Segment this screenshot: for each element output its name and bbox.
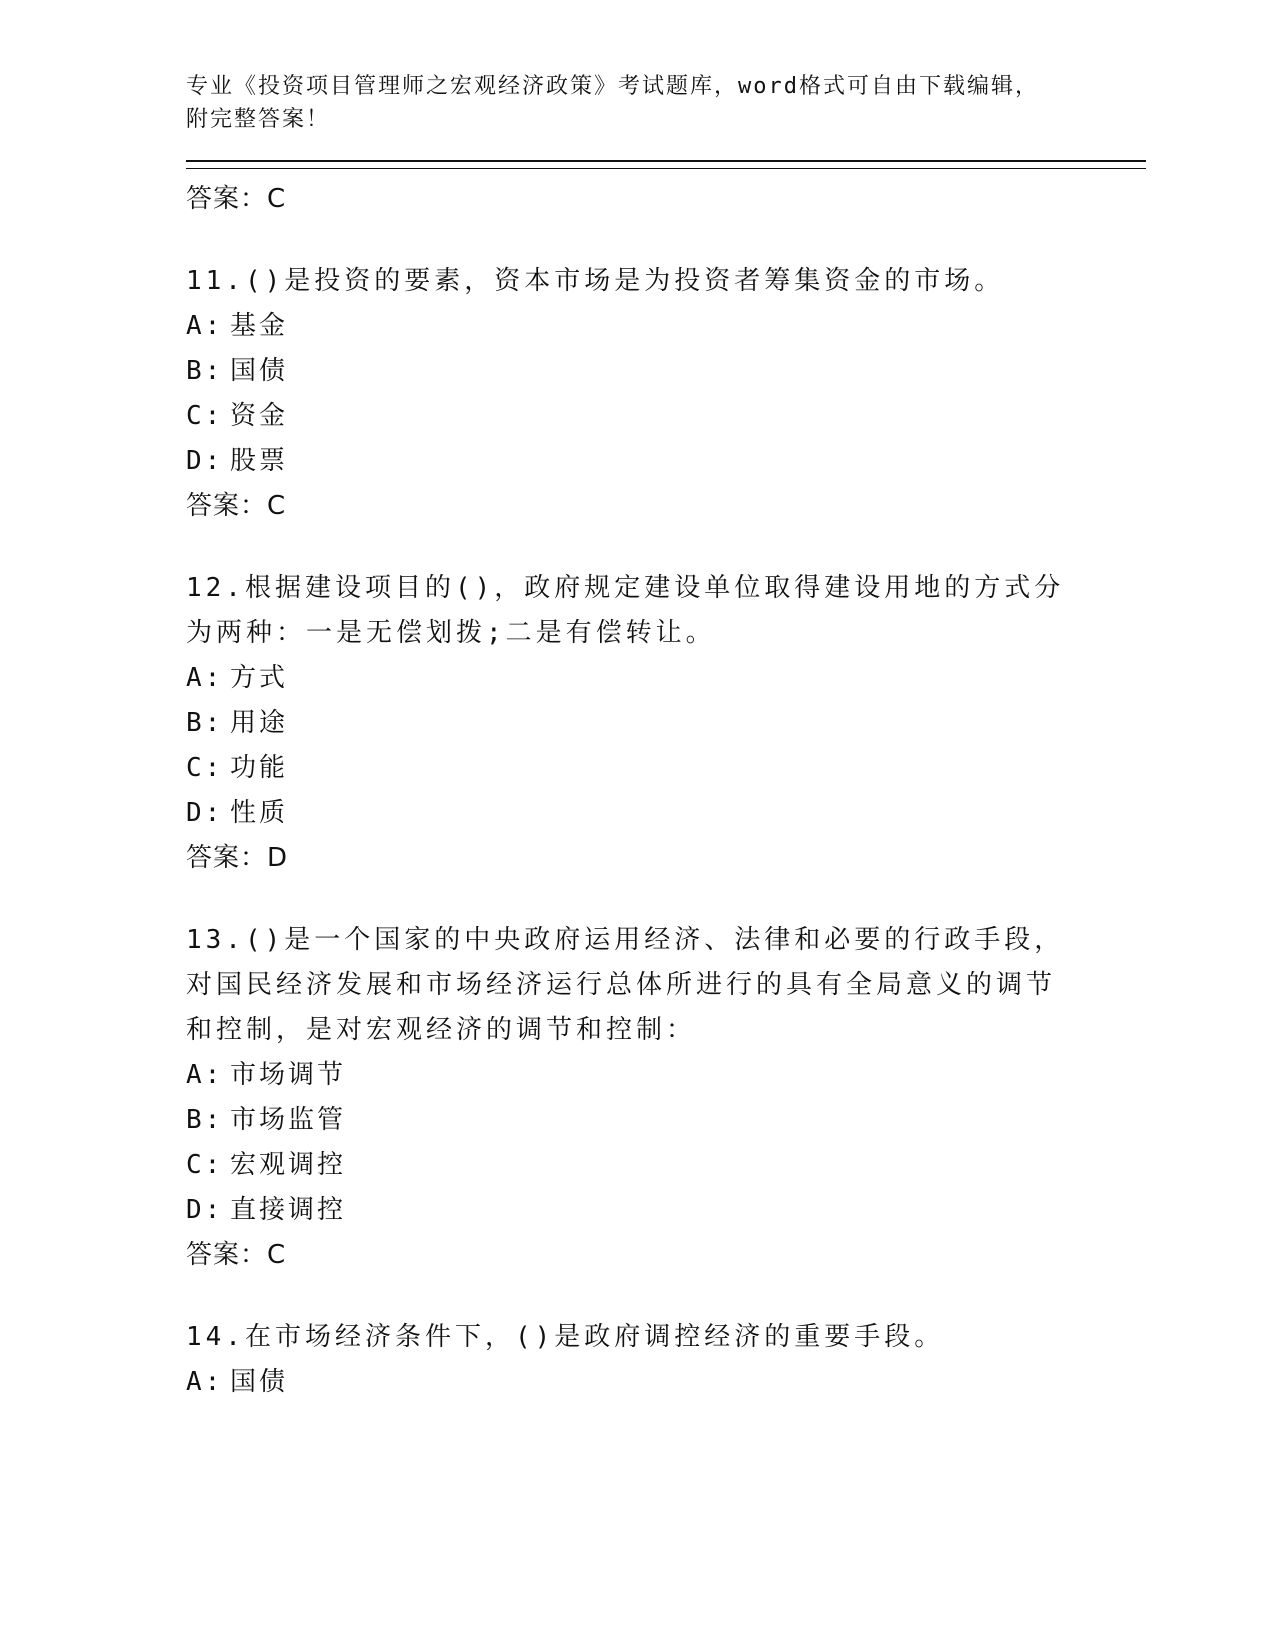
option-key: B: [186,708,224,738]
option-a [186,1360,1146,1405]
option-a [186,1053,1146,1098]
answer-line: 答案：C [186,184,287,214]
option-value: 资金 [230,401,289,431]
option-key: D: [186,798,224,828]
option-value: 基金 [230,311,289,341]
question-13 [186,918,1146,1277]
option-value: 国债 [230,1367,289,1397]
question-text: 13.()是一个国家的中央政府运用经济、法律和必要的行政手段，对国民经济发展和市场经济运行总体所进行的具有全局意义的调节和控制，是对宏观经济的调节和控制： [186,925,1065,1045]
answer-line: 答案：C [186,491,287,521]
option-b [186,1098,1146,1143]
option-key: D: [186,446,224,476]
question-text: 14.在市场经济条件下，()是政府调控经济的重要手段。 [186,1322,945,1352]
option-value: 性质 [230,798,289,828]
option-c [186,394,1146,439]
option-value: 市场监管 [230,1105,347,1135]
option-d [186,439,1146,484]
option-key: B: [186,356,224,386]
option-value: 宏观调控 [230,1150,347,1180]
header-divider [186,160,1146,169]
option-value: 市场调节 [230,1060,347,1090]
option-key: D: [186,1195,224,1225]
option-d [186,791,1146,836]
option-c [186,746,1146,791]
option-key: C: [186,1150,224,1180]
option-key: A: [186,663,224,693]
document-page [186,70,1146,1405]
option-key: A: [186,311,224,341]
question-12 [186,566,1146,880]
option-b [186,701,1146,746]
option-key: C: [186,401,224,431]
option-c [186,1143,1146,1188]
option-value: 方式 [230,663,289,693]
question-text: 11.()是投资的要素，资本市场是为投资者筹集资金的市场。 [186,266,1005,296]
option-value: 用途 [230,708,289,738]
question-14 [186,1315,1146,1405]
question-11 [186,259,1146,528]
question-text: 12.根据建设项目的()，政府规定建设单位取得建设用地的方式分为两种：一是无偿划拨;二是有偿转让。 [186,573,1065,648]
answer-line: 答案：C [186,1240,287,1270]
option-b [186,349,1146,394]
option-key: A: [186,1060,224,1090]
option-key: A: [186,1367,224,1397]
answer-line: 答案：D [186,843,289,873]
option-a [186,656,1146,701]
option-value: 国债 [230,356,289,386]
header-line-2: 附完整答案！ [186,107,331,132]
document-header [186,70,1086,136]
option-value: 直接调控 [230,1195,347,1225]
option-value: 功能 [230,753,289,783]
option-key: B: [186,1105,224,1135]
option-a [186,304,1146,349]
option-value: 股票 [230,446,289,476]
option-d [186,1188,1146,1233]
option-key: C: [186,753,224,783]
header-line-1: 专业《投资项目管理师之宏观经济政策》考试题库，word格式可自由下载编辑， [186,74,1039,99]
